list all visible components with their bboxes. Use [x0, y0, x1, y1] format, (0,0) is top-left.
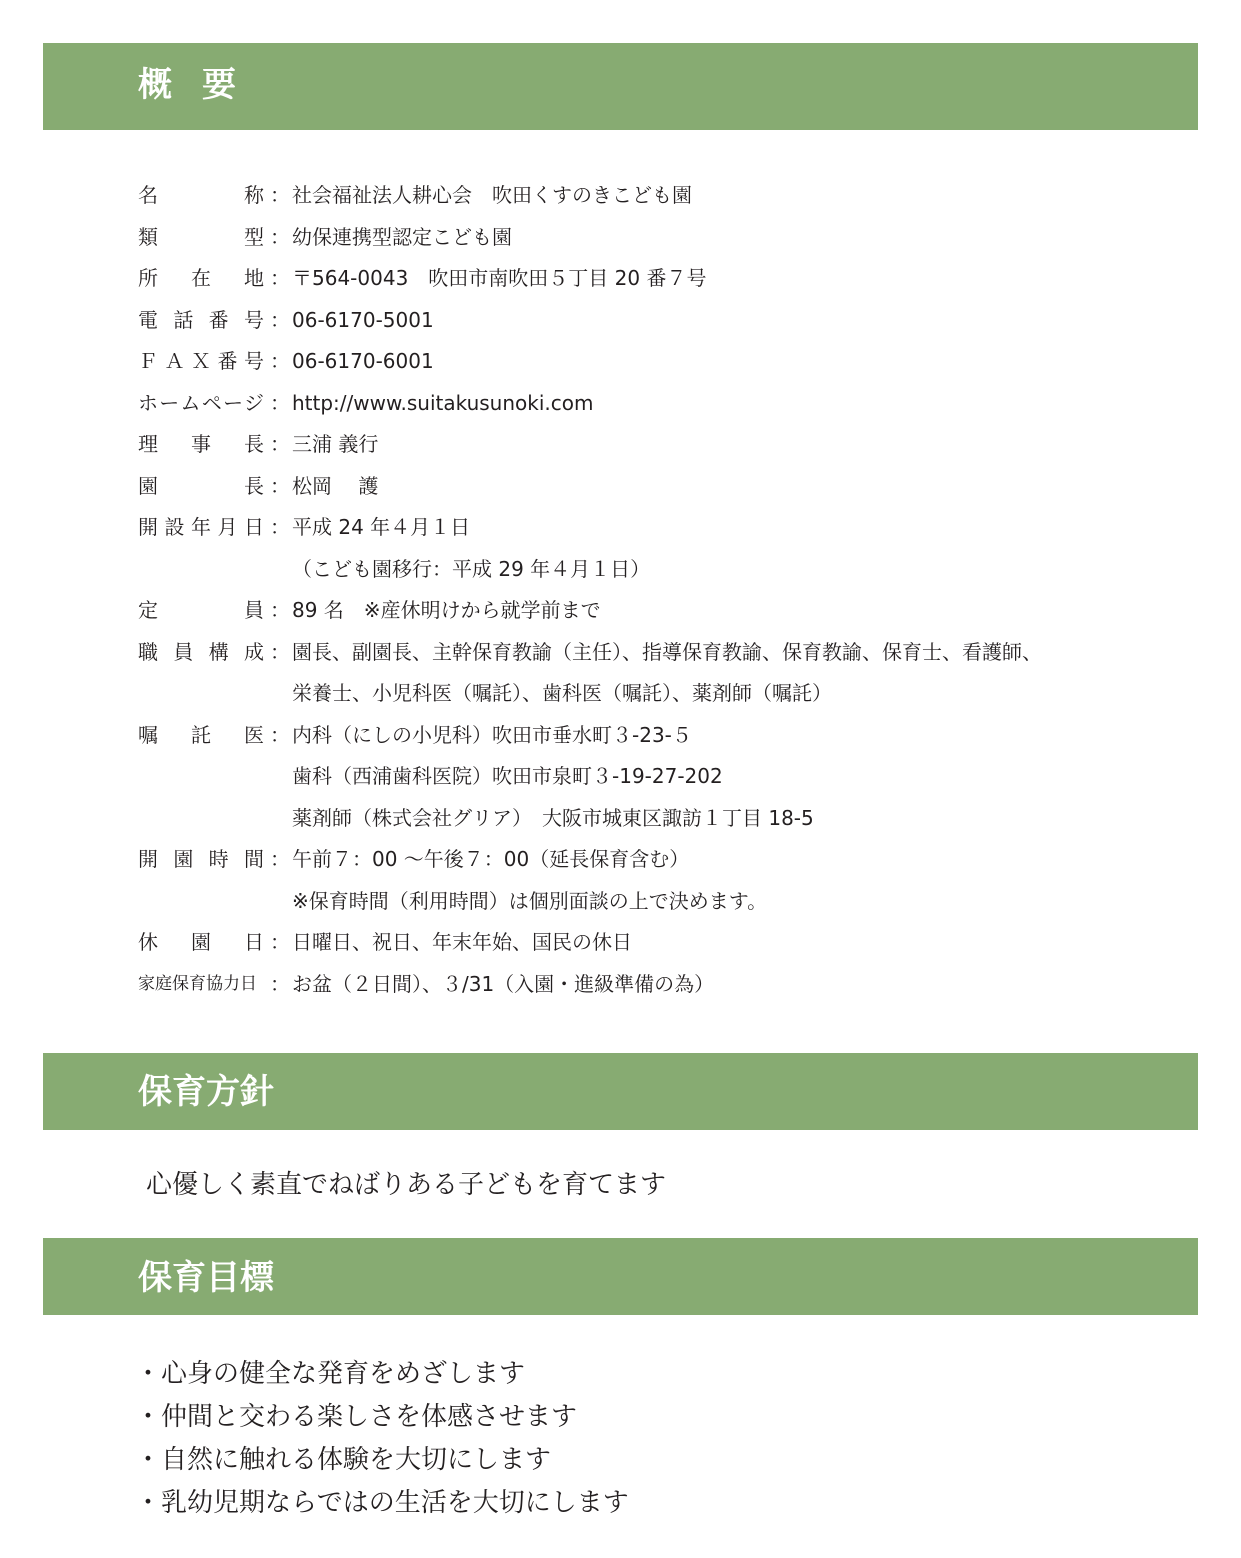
info-row [0, 388, 1241, 418]
info-row [0, 346, 1241, 376]
section-header-overview [43, 43, 1198, 130]
info-value: 06-6170-6001 [292, 349, 434, 373]
info-label: ホームページ [138, 391, 264, 415]
info-row [0, 471, 1241, 501]
info-colon: ： [270, 349, 290, 373]
info-value: 平成 24 年４月１日 [292, 515, 471, 539]
info-value: 松岡 護 [292, 474, 379, 498]
info-value: お盆（２日間）、３/31（入園・進級準備の為） [292, 972, 715, 996]
policy-text: 心優しく素直でねばりある子どもを育てます [146, 1170, 667, 1200]
info-row [0, 595, 1241, 625]
info-row [0, 678, 1241, 708]
info-value: ※保育時間（利用時間）は個別面談の上で決めます。 [292, 889, 768, 913]
goal-item: ・仲間と交わる楽しさを体感させます [135, 1402, 578, 1432]
goal-item: ・自然に触れる体験を大切にします [135, 1445, 552, 1475]
info-label: 嘱託医 [138, 723, 264, 747]
info-label: 開園時間 [138, 847, 264, 871]
info-colon: ： [270, 930, 290, 954]
info-colon: ： [270, 183, 290, 207]
info-colon: ： [270, 598, 290, 622]
info-colon: ： [270, 308, 290, 332]
info-row [0, 637, 1241, 667]
info-row [0, 886, 1241, 916]
info-value: （こども園移行：平成 29 年４月１日） [292, 557, 651, 581]
info-label: 休園日 [138, 930, 264, 954]
info-value: 薬剤師（株式会社グリア） 大阪市城東区諏訪１丁目 18-5 [292, 806, 814, 830]
goal-item: ・心身の健全な発育をめざします [135, 1359, 526, 1389]
section-title-overview: 概要 [138, 65, 266, 105]
info-value: 三浦 義行 [292, 432, 379, 456]
info-label: 職員構成 [138, 640, 264, 664]
info-colon: ： [270, 432, 290, 456]
info-label: 家庭保育協力日 [138, 974, 257, 994]
info-label: 電話番号 [138, 308, 264, 332]
info-colon: ： [270, 474, 290, 498]
info-colon: ： [270, 972, 290, 996]
info-row [0, 844, 1241, 874]
info-colon: ： [270, 266, 290, 290]
info-colon: ： [270, 640, 290, 664]
info-row [0, 554, 1241, 584]
info-value: 園長、副園長、主幹保育教諭（主任）、指導保育教諭、保育教諭、保育士、看護師、 [292, 640, 1042, 664]
info-value: 日曜日、祝日、年末年始、国民の休日 [292, 930, 632, 954]
info-value: 内科（にしの小児科）吹田市垂水町３-23-５ [292, 723, 692, 747]
info-colon: ： [270, 391, 290, 415]
info-row [0, 803, 1241, 833]
info-row [0, 512, 1241, 542]
info-value[interactable]: http://www.suitakusunoki.com [292, 391, 594, 415]
info-value: 栄養士、小児科医（嘱託）、歯科医（嘱託）、薬剤師（嘱託） [292, 681, 832, 705]
info-row [0, 222, 1241, 252]
info-label: 名称 [138, 183, 264, 207]
info-row [0, 305, 1241, 335]
info-colon: ： [270, 723, 290, 747]
info-row [0, 969, 1241, 999]
info-value: 歯科（西浦歯科医院）吹田市泉町３-19-27-202 [292, 764, 723, 788]
info-label: 開設年月日 [138, 515, 264, 539]
info-row [0, 927, 1241, 957]
info-value: 06-6170-5001 [292, 308, 434, 332]
section-header-policy [43, 1053, 1198, 1130]
info-row [0, 720, 1241, 750]
section-header-goals [43, 1238, 1198, 1315]
info-value: 〒564-0043 吹田市南吹田５丁目 20 番７号 [292, 266, 707, 290]
section-title-goals: 保育目標 [138, 1258, 274, 1298]
goal-item: ・乳幼児期ならではの生活を大切にします [135, 1488, 629, 1518]
info-row [0, 180, 1241, 210]
info-label: 所在地 [138, 266, 264, 290]
info-colon: ： [270, 515, 290, 539]
info-colon: ： [270, 847, 290, 871]
info-row [0, 263, 1241, 293]
info-value: 89 名 ※産休明けから就学前まで [292, 598, 601, 622]
info-label: 定員 [138, 598, 264, 622]
info-label: ＦＡＸ番号 [138, 349, 264, 373]
info-label: 理事長 [138, 432, 264, 456]
info-value: 社会福祉法人耕心会 吹田くすのきこども園 [292, 183, 692, 207]
info-label: 園長 [138, 474, 264, 498]
info-label: 類型 [138, 225, 264, 249]
section-title-policy: 保育方針 [138, 1072, 274, 1112]
info-value: 午前７：00 〜午後７：00（延長保育含む） [292, 847, 690, 871]
info-row [0, 761, 1241, 791]
info-colon: ： [270, 225, 290, 249]
info-value: 幼保連携型認定こども園 [292, 225, 512, 249]
info-row [0, 429, 1241, 459]
